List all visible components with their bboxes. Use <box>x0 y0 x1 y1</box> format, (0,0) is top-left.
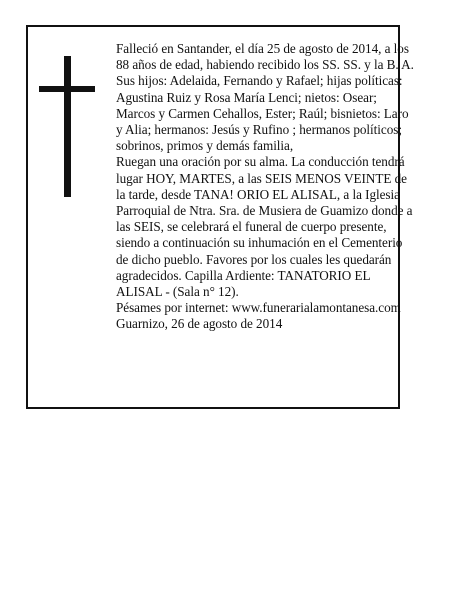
cross-icon <box>39 56 95 197</box>
obituary-text <box>116 41 416 333</box>
cross-vertical-bar <box>64 56 71 197</box>
family-list: Sus hijos: Adelaida, Fernando y Rafael; hijas políticas: Agustina Ruiz y Rosa María Lenci; nietos: Osear; Marcos y Carmen Cehallos, Ester; Raúl; bisnietos: Laro y Alia; hermanos: Jesús y Rufino ; hermanos políticos; sobrinos, primos y demás familia, <box>116 73 409 154</box>
obituary-notice <box>26 25 414 409</box>
condolences-website: Pésames por internet: www.funerarialamontanesa.com <box>116 300 401 316</box>
funeral-details: Ruegan una oración por su alma. La conducción tendrá lugar HOY, MARTES, a las SEIS MENOS VEINTE de la tarde, desde TANA! ORIO EL ALISAL, a la Iglesia Parroquial de Ntra. Sra. de Musiera de Guamizo donde a las SEIS, se celebrará el funeral de cuerpo presente, siendo a continuación su inhumación en el Cementerio de dicho pueblo. Favores por los cuales les quedarán agradecidos. Capilla Ardiente: TANATORIO EL ALISAL - (Sala n° 12). <box>116 154 413 300</box>
death-announcement: Falleció en Santander, el día 25 de agosto de 2014, a los 88 años de edad, habiendo recibido los SS. SS. y la B. A. <box>116 41 414 73</box>
cross-horizontal-bar <box>39 86 95 92</box>
place-and-date: Guarnizo, 26 de agosto de 2014 <box>116 316 283 332</box>
